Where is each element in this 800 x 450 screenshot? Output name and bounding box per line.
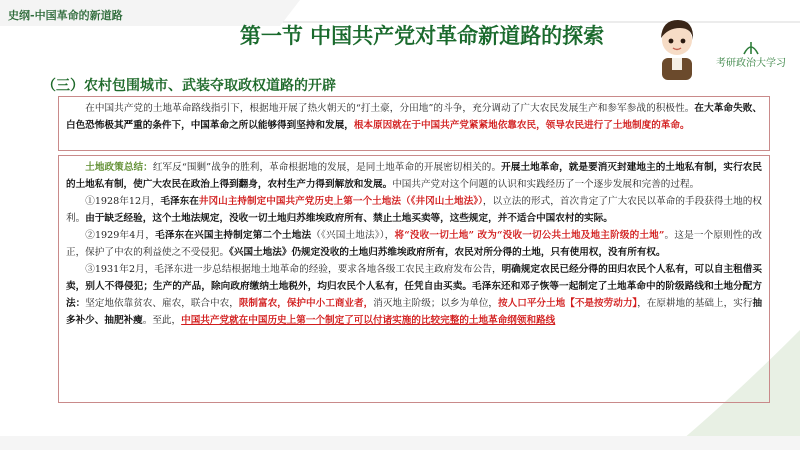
footer-strip — [0, 416, 800, 450]
item1-subject: 毛泽东在 — [160, 196, 199, 207]
item3-text-b: 消灭地主阶级；以乡为单位， — [373, 298, 499, 309]
policy-item-1928 — [66, 193, 762, 227]
logo-text: 考研政治大学习 — [716, 58, 786, 69]
jinggangshan-law: 井冈山主持制定中国共产党历史上第一个土地法（《井冈山土地法》） — [198, 196, 483, 207]
section-subtitle: （三）农村包围城市、武装夺取政权道路的开辟 — [42, 78, 336, 94]
item3-red-b: 按人口平分土地【不是按劳动力】 — [498, 298, 638, 309]
item1-text: ，以立法的形式，首次肯定了广大农民以革命的手段获得土地的权利。 — [66, 196, 763, 224]
policy-summary-bold: 开展土地革命，就是要消灭封建地主的土地私有制，实行农民的土地私有制，使广大农民在政治上得到翻身，农村生产力得到解放和发展。 — [66, 162, 763, 190]
summary-box-intro — [58, 96, 770, 151]
item3-red-a: 限制富农，保护中小工商业者， — [238, 298, 374, 309]
policy-summary — [66, 159, 762, 193]
intro-bold: 在大革命失败、白色恐怖极其严重的条件下，中国革命之所以能够得到坚持和发展， — [66, 103, 763, 131]
item3-conclusion: 中国共产党就在中国历史上第一个制定了可以付诸实施的比较完整的土地革命纲领和路线 — [181, 315, 556, 326]
item3-text-c: ，在原耕地的基础上，实行 — [637, 298, 753, 309]
intro-text: 在中国共产党的土地革命路线指引下，根据地开展了热火朝天的“打土豪，分田地”的斗争，充分调动了广大农民发展生产和参军参战的积极性。 — [85, 103, 695, 114]
policy-item-1929 — [66, 227, 762, 261]
policy-summary-label: 土地政策总结： — [85, 162, 153, 173]
item2-bold: 《兴国土地法》仍规定没收的土地归苏维埃政府所有，农民对所分得的土地，只有使用权，没有所有权。 — [229, 247, 666, 258]
policy-summary-tail: 中国共产党对这个问题的认识和实践经历了一个逐步发展和完善的过程。 — [392, 179, 700, 190]
item3-text-d: 。至此， — [142, 315, 182, 326]
xingguo-law: （《兴国土地法》）， — [311, 230, 395, 241]
intro-paragraph — [66, 100, 762, 134]
intro-key-point: 根本原因就在于中国共产党紧紧地依靠农民，领导农民进行了土地制度的革命。 — [353, 120, 690, 131]
page-title: 第一节 中国共产党对革命新道路的探索 — [239, 24, 605, 48]
item2-subject: 毛泽东在兴国主持制定第二个土地法 — [155, 230, 312, 241]
item3-text-a: 坚定地依靠贫农、雇农，联合中农， — [85, 298, 239, 309]
policy-item-1931 — [66, 261, 762, 329]
policy-summary-text: 红军反“围剿”战争的胜利，革命根据地的发展，是同土地革命的开展密切相关的。 — [152, 162, 502, 173]
item1-bold: 由于缺乏经验，这个土地法规定，没收一切土地归苏维埃政府所有、禁止土地买卖等，这些规定，并不适合中国农村的实际。 — [85, 213, 613, 224]
date-1929: ②1929年4月， — [85, 230, 156, 241]
item3-bold-b: 抽多补少、抽肥补瘦 — [66, 298, 763, 326]
teacher-avatar — [648, 14, 706, 80]
date-1931: ③1931年2月，毛泽东进一步总结根据地土地革命的经验，要求各地各级工农民主政府发布公告， — [85, 264, 502, 275]
date-1928: ①1928年12月， — [85, 196, 161, 207]
brand-logo — [708, 40, 794, 74]
item2-text: 。这是一个原则性的改正，保护了中农的利益使之不受侵犯。 — [66, 230, 762, 258]
item2-change: 将“没收一切土地” 改为“没收一切公共土地及地主阶级的土地” — [394, 230, 665, 241]
land-policy-box — [58, 155, 770, 403]
item3-bold: 明确规定农民已经分得的田归农民个人私有，可以自主租借买卖，别人不得侵犯；生产的产品，除向政府缴纳土地税外，均归农民个人私有，任凭自由买卖。毛泽东还和邓子恢等一起制定了土地革命中的阶级路线和土地分配方法： — [66, 264, 762, 309]
breadcrumb: 史纲-中国革命的新道路 — [8, 9, 123, 22]
